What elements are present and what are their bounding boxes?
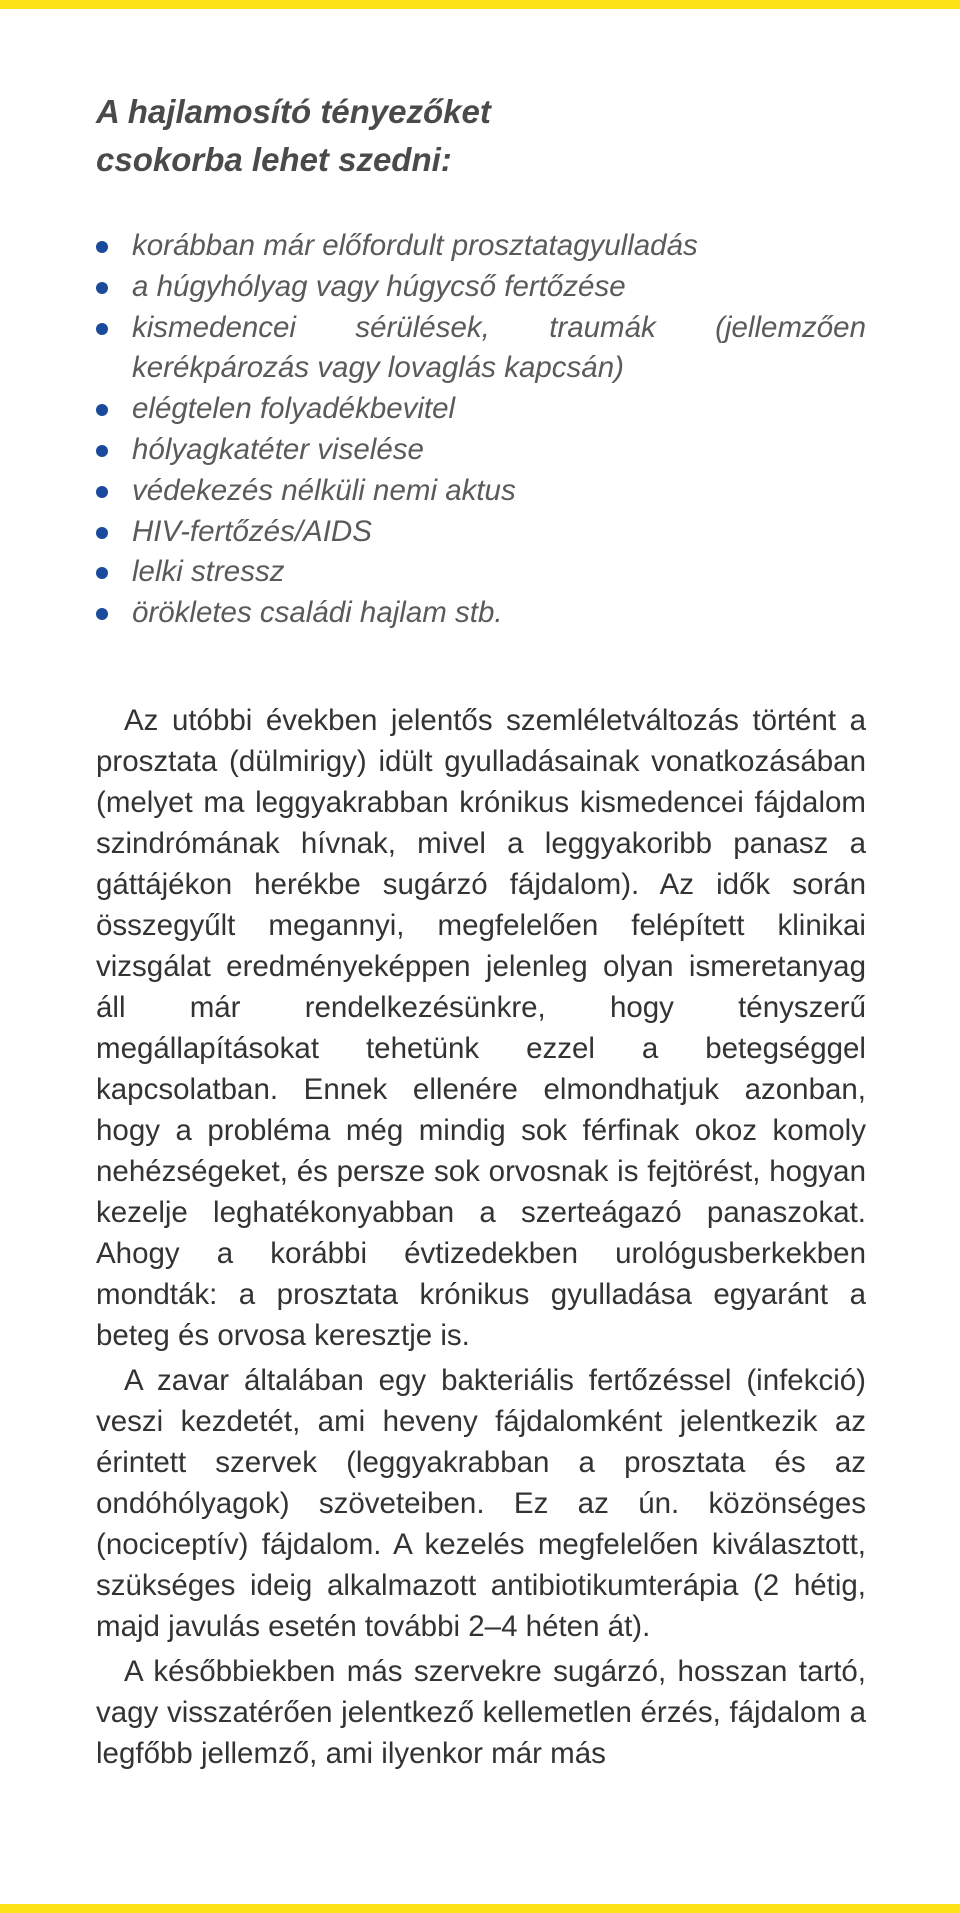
list-item-text: a húgyhólyag vagy húgycső fertőzése <box>132 269 626 303</box>
list-item-text: elégtelen folyadékbevitel <box>132 392 456 426</box>
list-item-text: védekezés nélküli nemi aktus <box>132 473 516 507</box>
bullet-icon <box>96 527 108 539</box>
bullet-icon <box>96 445 108 457</box>
paragraph: Az utóbbi években jelentős szemléletváltozás történt a prosztata (dülmirigy) idült gyulladásainak vonatkozásában (melyet ma leggyakrabban krónikus kismedencei fájdalom szindrómának hívnak, mivel a leggyakoribb panasz a gáttájékon herékbe sugárzó fájdalom). Az idők során összegyűlt megannyi, megfelelően felépített klinikai vizsgálat eredményeképpen jelenleg olyan ismeretanyag áll már rendelkezésünkre, hogy tényszerű megállapításokat tehetünk ezzel a betegséggel kapcsolatban. Ennek ellenére elmondhatjuk azonban, hogy a probléma még mindig sok férfinak okoz komoly nehézségeket, és persze sok orvosnak is fejtörést, hogyan kezelje leghatékonyabban a szerteágazó panaszokat. Ahogy a korábbi évtizedekben urológusberkekben mondták: a prosztata krónikus gyulladása egyaránt a beteg és orvosa keresztje is. <box>96 703 866 1352</box>
list-item <box>96 389 866 430</box>
list-item-text: hólyagkatéter viselése <box>132 432 424 466</box>
page-content <box>96 88 866 1774</box>
bullet-icon <box>96 323 108 335</box>
list-item <box>96 512 866 553</box>
bullet-icon <box>96 486 108 498</box>
top-accent-band <box>0 0 960 9</box>
list-item-text: örökletes családi hajlam stb. <box>132 596 503 630</box>
paragraph: A későbbiekben más szervekre sugárzó, hosszan tartó, vagy visszatérően jelentkező kellemetlen érzés, fájdalom a legfőbb jellemző, ami ilyenkor már más <box>96 1654 866 1770</box>
bullet-icon <box>96 241 108 253</box>
list-item <box>96 430 866 471</box>
list-item <box>96 593 866 634</box>
list-item-text: lelki stressz <box>132 555 285 589</box>
list-item-text: korábban már előfordult prosztatagyulladás <box>132 229 698 262</box>
list-item <box>96 226 866 267</box>
heading-line-2: csokorba lehet szedni: <box>96 141 452 178</box>
body-text <box>96 700 866 1774</box>
bottom-accent-band <box>0 1904 960 1913</box>
list-item <box>96 471 866 512</box>
risk-factor-list <box>96 226 866 634</box>
list-item <box>96 267 866 308</box>
section-heading <box>96 88 866 184</box>
bullet-icon <box>96 608 108 620</box>
bullet-icon <box>96 282 108 294</box>
heading-line-1: A hajlamosító tényezőket <box>96 93 491 130</box>
paragraph: A zavar általában egy bakteriális fertőzéssel (infekció) veszi kezdetét, ami heveny fájdalomként jelentkezik az érintett szervek (leggyakrabban a prosztata és az ondóhólyagok) szöveteiben. Ez az ún. közönséges (nociceptív) fájdalom. A kezelés megfelelően kiválasztott, szükséges ideig alkalmazott antibiotikumterápia (2 hétig, majd javulás esetén további 2–4 héten át). <box>96 1363 866 1643</box>
list-item <box>96 308 866 390</box>
list-item <box>96 552 866 593</box>
list-item-text: HIV-fertőzés/AIDS <box>132 514 372 548</box>
bullet-icon <box>96 567 108 579</box>
bullet-icon <box>96 404 108 416</box>
list-item-text: kismedencei sérülések, traumák (jellemzően kerékpározás vagy lovaglás kapcsán) <box>132 310 866 385</box>
